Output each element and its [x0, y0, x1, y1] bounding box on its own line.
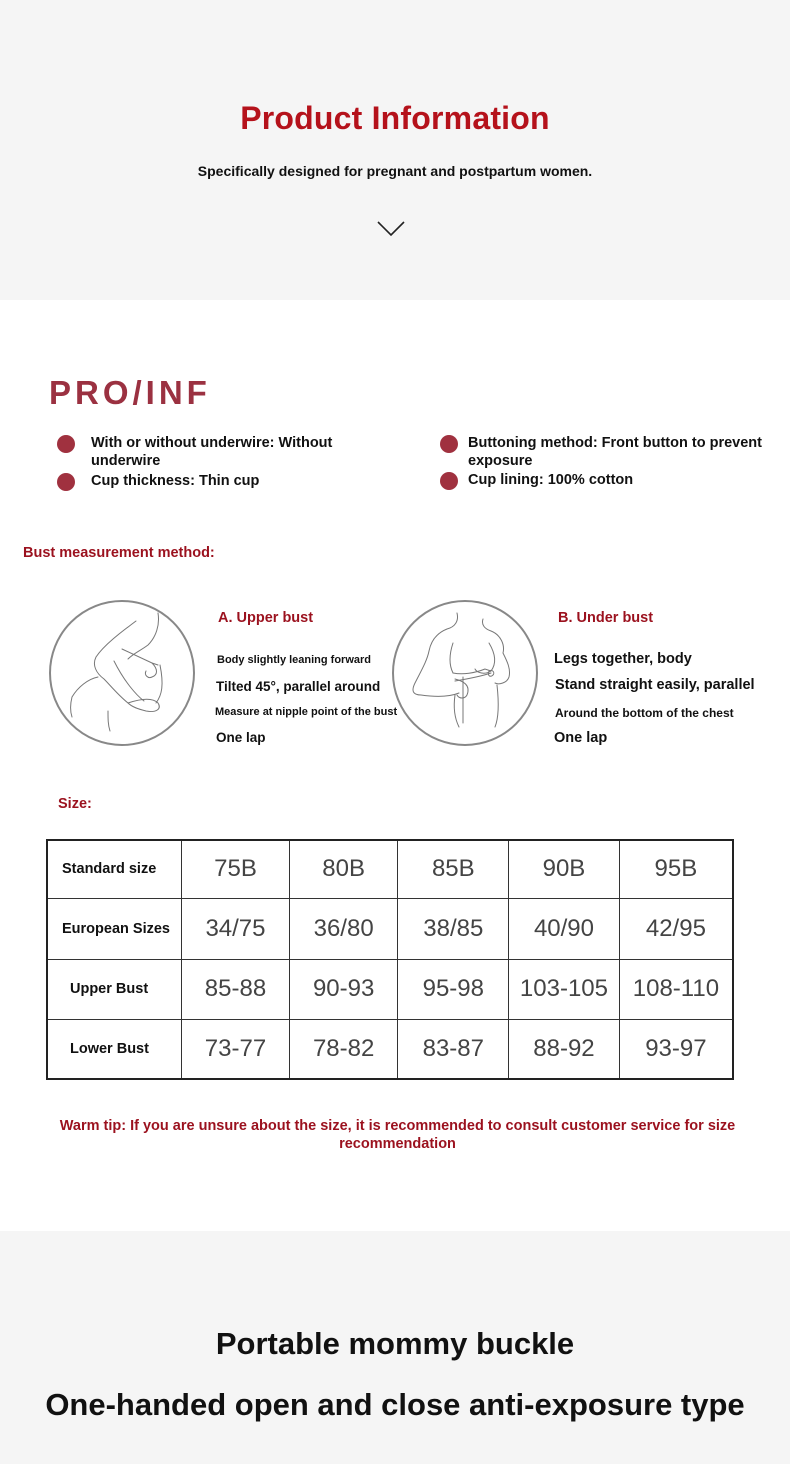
table-cell: 78-82 — [289, 1019, 398, 1079]
pro-info-title: PRO/INF — [49, 374, 211, 411]
row-header: Upper Bust — [47, 959, 182, 1019]
row-header: Standard size — [47, 840, 182, 898]
page-title: Product Information — [240, 100, 550, 136]
size-chart-table — [46, 839, 734, 1080]
under-bust-step: Legs together, body — [554, 651, 692, 667]
table-cell: 75B — [182, 840, 290, 898]
under-bust-illustration — [391, 599, 539, 747]
feature-text: Cup lining: 100% cotton — [468, 472, 634, 488]
buckle-subheadline: One-handed open and close anti-exposure type — [45, 1387, 745, 1422]
bullet-dot-icon — [57, 473, 75, 491]
table-cell: 73-77 — [182, 1019, 290, 1079]
table-cell: 80B — [289, 840, 398, 898]
buckle-headline: Portable mommy buckle — [215, 1326, 575, 1361]
table-row-lower-bust — [47, 1019, 733, 1079]
table-cell: 103-105 — [509, 959, 620, 1019]
bullet-dot-icon — [440, 472, 458, 490]
table-cell: 42/95 — [619, 898, 733, 959]
under-bust-step: Around the bottom of the chest — [555, 706, 734, 720]
table-cell: 108-110 — [619, 959, 733, 1019]
upper-bust-heading: A. Upper bust — [218, 610, 314, 626]
table-cell: 38/85 — [398, 898, 509, 959]
upper-bust-step: Tilted 45°, parallel around — [216, 679, 381, 694]
bust-measurement-title: Bust measurement method: — [23, 545, 215, 561]
table-cell: 90B — [509, 840, 620, 898]
table-cell: 34/75 — [182, 898, 290, 959]
warm-tip-text: Warm tip: If you are unsure about the size, it is recommended to consult customer service for size recommendation — [59, 1118, 736, 1152]
feature-item-cup-thickness — [57, 472, 387, 491]
table-cell: 36/80 — [289, 898, 398, 959]
table-cell: 93-97 — [619, 1019, 733, 1079]
under-bust-step: One lap — [554, 730, 608, 746]
upper-bust-step: Body slightly leaning forward — [217, 654, 372, 666]
feature-text: With or without underwire: Without underwire — [91, 435, 333, 469]
under-bust-heading: B. Under bust — [558, 610, 654, 626]
table-cell: 90-93 — [289, 959, 398, 1019]
table-cell: 88-92 — [509, 1019, 620, 1079]
table-cell: 85-88 — [182, 959, 290, 1019]
page-subtitle: Specifically designed for pregnant and postpartum women. — [197, 163, 593, 179]
upper-bust-step: Measure at nipple point of the bust — [215, 706, 398, 718]
feature-item-underwire — [57, 434, 387, 470]
feature-text: Cup thickness: Thin cup — [91, 473, 260, 489]
under-bust-step: Stand straight easily, parallel — [555, 677, 755, 693]
table-row-standard-size — [47, 840, 733, 898]
bullet-dot-icon — [440, 435, 458, 453]
bullet-dot-icon — [57, 435, 75, 453]
upper-bust-illustration — [48, 599, 196, 747]
table-cell: 85B — [398, 840, 509, 898]
size-chart-label: Size: — [58, 796, 92, 812]
feature-item-buttoning — [440, 434, 785, 470]
feature-item-cup-lining — [440, 471, 785, 490]
table-row-european-sizes — [47, 898, 733, 959]
chevron-down-icon[interactable] — [376, 218, 406, 240]
table-cell: 95-98 — [398, 959, 509, 1019]
table-row-upper-bust — [47, 959, 733, 1019]
table-cell: 83-87 — [398, 1019, 509, 1079]
product-info-header-section — [0, 0, 790, 300]
row-header: Lower Bust — [47, 1019, 182, 1079]
table-cell: 40/90 — [509, 898, 620, 959]
upper-bust-step: One lap — [216, 730, 266, 745]
feature-text: Buttoning method: Front button to prevent exposure — [468, 435, 762, 469]
table-cell: 95B — [619, 840, 733, 898]
row-header: European Sizes — [47, 898, 182, 959]
